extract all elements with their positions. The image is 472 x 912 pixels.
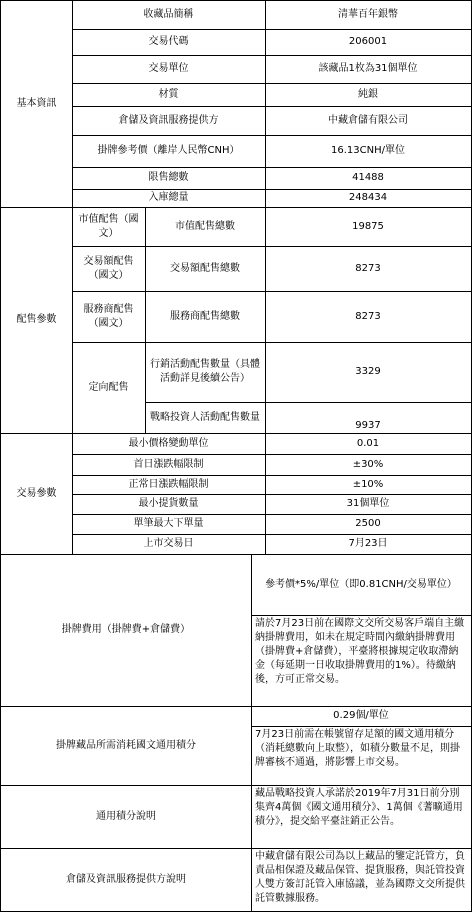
label-normal-day-limit: 正常日漲跌幅限制 <box>72 475 266 495</box>
label-trade-allocation: 交易額配售（國文） <box>72 246 146 292</box>
value-marketing-allocation: 3329 <box>265 342 472 403</box>
section-allocation: 配售參數 <box>0 207 73 434</box>
value-first-day-limit: ±30% <box>265 454 472 476</box>
label-stock-total: 入庫總量 <box>72 189 266 208</box>
section-basic-info: 基本資訊 <box>0 0 73 208</box>
value-unit: 該藏品1枚為31個單位 <box>265 55 472 84</box>
label-points-required: 掛牌藏品所需消耗國文通用積分 <box>0 706 252 786</box>
label-listing-date: 上市交易日 <box>72 534 266 555</box>
label-ref-price: 掛牌參考價（離岸人民幣CNH） <box>72 135 266 168</box>
value-name: 清華百年銀幣 <box>265 0 472 30</box>
label-code: 交易代碼 <box>72 29 266 56</box>
label-listing-fee: 掛牌費用（掛牌費+倉儲費） <box>0 554 252 707</box>
label-warehouse-description: 倉儲及資訊服務提供方說明 <box>0 848 252 912</box>
value-stock-total: 248434 <box>265 189 472 208</box>
label-min-pickup: 最小提貨數量 <box>72 494 266 515</box>
label-name: 收藏品簡稱 <box>72 0 266 30</box>
label-trade-total: 交易額配售總數 <box>145 246 266 292</box>
value-strategic-allocation: 9937 <box>265 402 472 434</box>
value-max-order: 2500 <box>265 514 472 535</box>
label-targeted-allocation: 定向配售 <box>72 342 146 434</box>
label-market-total: 市值配售總數 <box>145 207 266 247</box>
label-strategic-allocation: 戰略投資人活動配售數量 <box>145 402 266 434</box>
label-tick-size: 最小價格變動單位 <box>72 433 266 455</box>
value-code: 206001 <box>265 29 472 56</box>
value-listing-fee-price: 參考價*5%/單位（即0.81CNH/交易單位） <box>251 554 472 616</box>
value-points-description: 藏品戰略投資人承諾於2019年7月31日前分別集齊4萬個《國文通用積分》、1萬個《蓍曠通用積分》，提交給平臺註銷正公告。 <box>251 785 472 849</box>
label-marketing-allocation: 行銷活動配售數量（具體活動詳見後續公告） <box>145 342 266 403</box>
value-normal-day-limit: ±10% <box>265 475 472 495</box>
value-points-notice: 7月23日前需在帳號留存足額的國文通用積分（消耗總數向上取整），如積分數量不足，則掛牌審核不通過，將影響上市交易。 <box>251 726 472 786</box>
label-service-total: 服務商配售總數 <box>145 291 266 343</box>
value-market-total: 19875 <box>265 207 472 247</box>
value-material: 純銀 <box>265 83 472 107</box>
value-points-per-unit: 0.29個/單位 <box>251 706 472 727</box>
value-listing-fee-notice: 請於7月23日前在國際文交所交易客戶端自主繳納掛牌費用，如未在規定時間內繳納掛牌費用（掛牌費+倉儲費），平臺將根據規定收取滯納金（每延期一日收取掛牌費用的1%）。待繳納後，方可正常交易。 <box>251 615 472 707</box>
label-unit: 交易單位 <box>72 55 266 84</box>
value-min-pickup: 31個單位 <box>265 494 472 515</box>
value-trade-total: 8273 <box>265 246 472 292</box>
label-service-allocation: 服務商配售（國文） <box>72 291 146 343</box>
value-tick-size: 0.01 <box>265 433 472 455</box>
label-points-description: 通用積分說明 <box>0 785 252 849</box>
value-service-total: 8273 <box>265 291 472 343</box>
label-max-order: 單筆最大下單量 <box>72 514 266 535</box>
section-trading: 交易參數 <box>0 433 73 555</box>
label-market-allocation: 市值配售（國文） <box>72 207 146 247</box>
value-ref-price: 16.13CNH/單位 <box>265 135 472 168</box>
label-first-day-limit: 首日漲跌幅限制 <box>72 454 266 476</box>
value-listing-date: 7月23日 <box>265 534 472 555</box>
label-material: 材質 <box>72 83 266 107</box>
value-limited-total: 41488 <box>265 167 472 190</box>
value-warehouse-description: 中藏倉儲有限公司為以上藏品的鑒定託管方，負責品相保證及藏品保管、提貨服務，與託管投資人雙方簽訂託管入庫協議，並為國際文交所提供託管數據服務。 <box>251 848 472 912</box>
value-provider: 中藏倉儲有限公司 <box>265 106 472 136</box>
label-provider: 倉儲及資訊服務提供方 <box>72 106 266 136</box>
label-limited-total: 限售總數 <box>72 167 266 190</box>
